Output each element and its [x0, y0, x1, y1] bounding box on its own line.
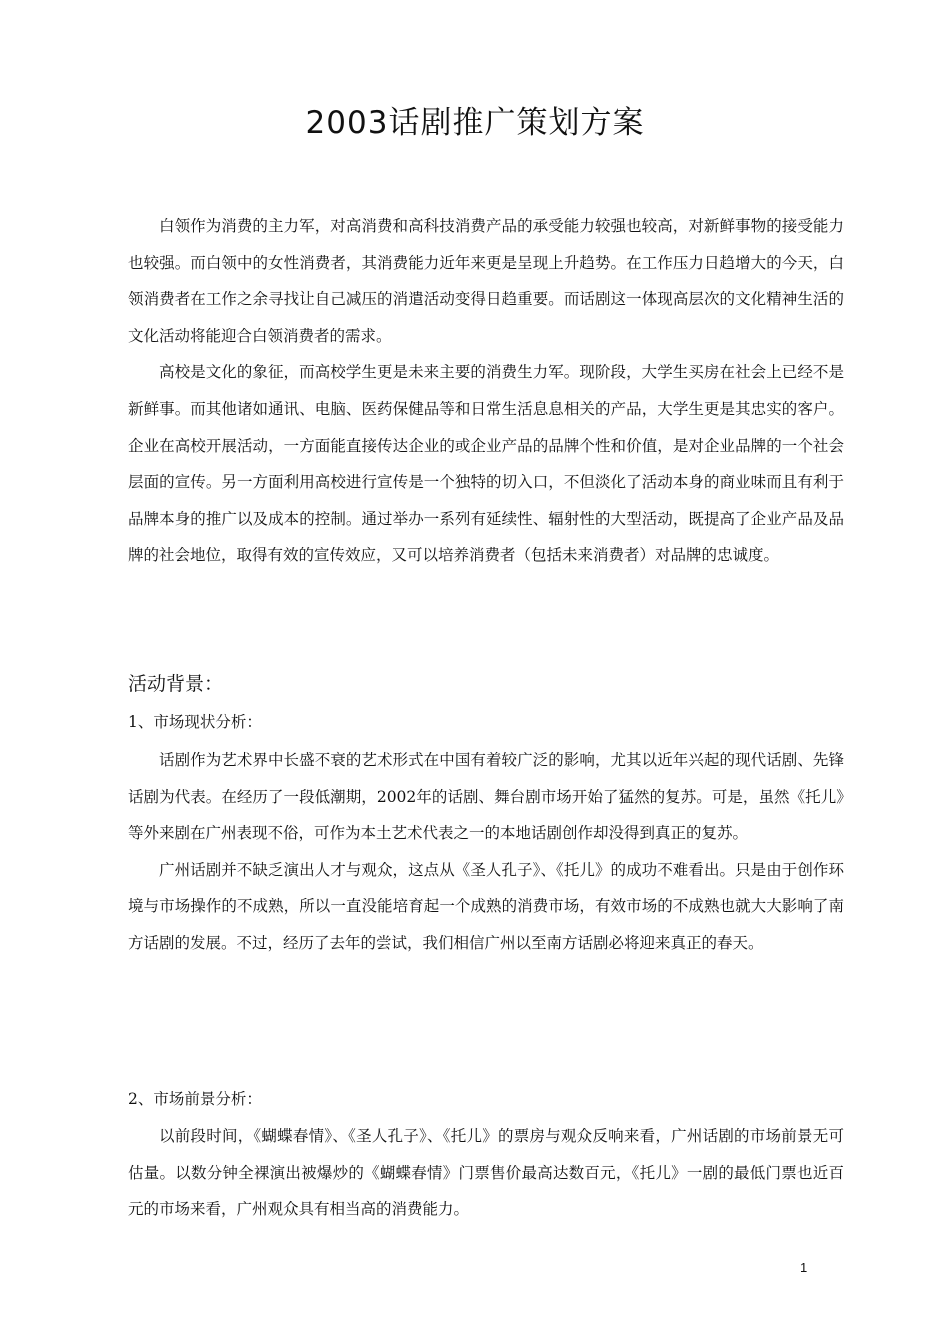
- subheading-market-status: 1、市场现状分析：: [128, 713, 262, 731]
- subheading-market-future: 2、市场前景分析：: [128, 1090, 262, 1108]
- intro-paragraph: 白领作为消费的主力军，对高消费和高科技消费产品的承受能力较强也较高，对新鲜事物的接受能力也较强。而白领中的女性消费者，其消费能力近年来更是呈现上升趋势。在工作压力日趋增大的今天，白领消费者在工作之余寻找让自己减压的消遣活动变得日趋重要。而话剧这一体现高层次的文化精神生活的文化活动将能迎合白领消费者的需求。: [128, 217, 844, 345]
- section-heading-background: 活动背景：: [128, 673, 224, 695]
- market-status-paragraph: 广州话剧并不缺乏演出人才与观众，这点从《圣人孔子》、《托儿》的成功不难看出。只是由于创作环境与市场操作的不成熟，所以一直没能培育起一个成熟的消费市场，有效市场的不成熟也就大大影响了南方话剧的发展。不过，经历了去年的尝试，我们相信广州以至南方话剧必将迎来真正的春天。: [128, 860, 844, 952]
- market-status-paragraph: 话剧作为艺术界中长盛不衰的艺术形式在中国有着较广泛的影响，尤其以近年兴起的现代话剧、先锋话剧为代表。在经历了一段低潮期，2002年的话剧、舞台剧市场开始了猛然的复苏。可是，虽然《托儿》等外来剧在广州表现不俗，可作为本土艺术代表之一的本地话剧创作却没得到真正的复苏。: [128, 751, 844, 843]
- document-title: 2003话剧推广策划方案: [305, 105, 645, 141]
- market-status-section: [128, 742, 844, 962]
- page-number: 1: [800, 1260, 808, 1275]
- market-future-paragraph: 以前段时间，《蝴蝶春情》、《圣人孔子》、《托儿》的票房与观众反响来看，广州话剧的市场前景无可估量。以数分钟全裸演出被爆炒的《蝴蝶春情》门票售价最高达数百元，《托儿》一剧的最低门票也近百元的市场来看，广州观众具有相当高的消费能力。: [128, 1127, 844, 1219]
- market-future-section: [128, 1118, 844, 1228]
- intro-paragraph: 高校是文化的象征，而高校学生更是未来主要的消费生力军。现阶段，大学生买房在社会上已经不是新鲜事。而其他诸如通讯、电脑、医药保健品等和日常生活息息相关的产品，大学生更是其忠实的客户。企业在高校开展活动，一方面能直接传达企业的或企业产品的品牌个性和价值，是对企业品牌的一个社会层面的宣传。另一方面利用高校进行宣传是一个独特的切入口，不但淡化了活动本身的商业味而且有利于品牌本身的推广以及成本的控制。通过举办一系列有延续性、辐射性的大型活动，既提高了企业产品及品牌的社会地位，取得有效的宣传效应，又可以培养消费者（包括未来消费者）对品牌的忠诚度。: [128, 363, 844, 565]
- intro-section: [128, 208, 844, 574]
